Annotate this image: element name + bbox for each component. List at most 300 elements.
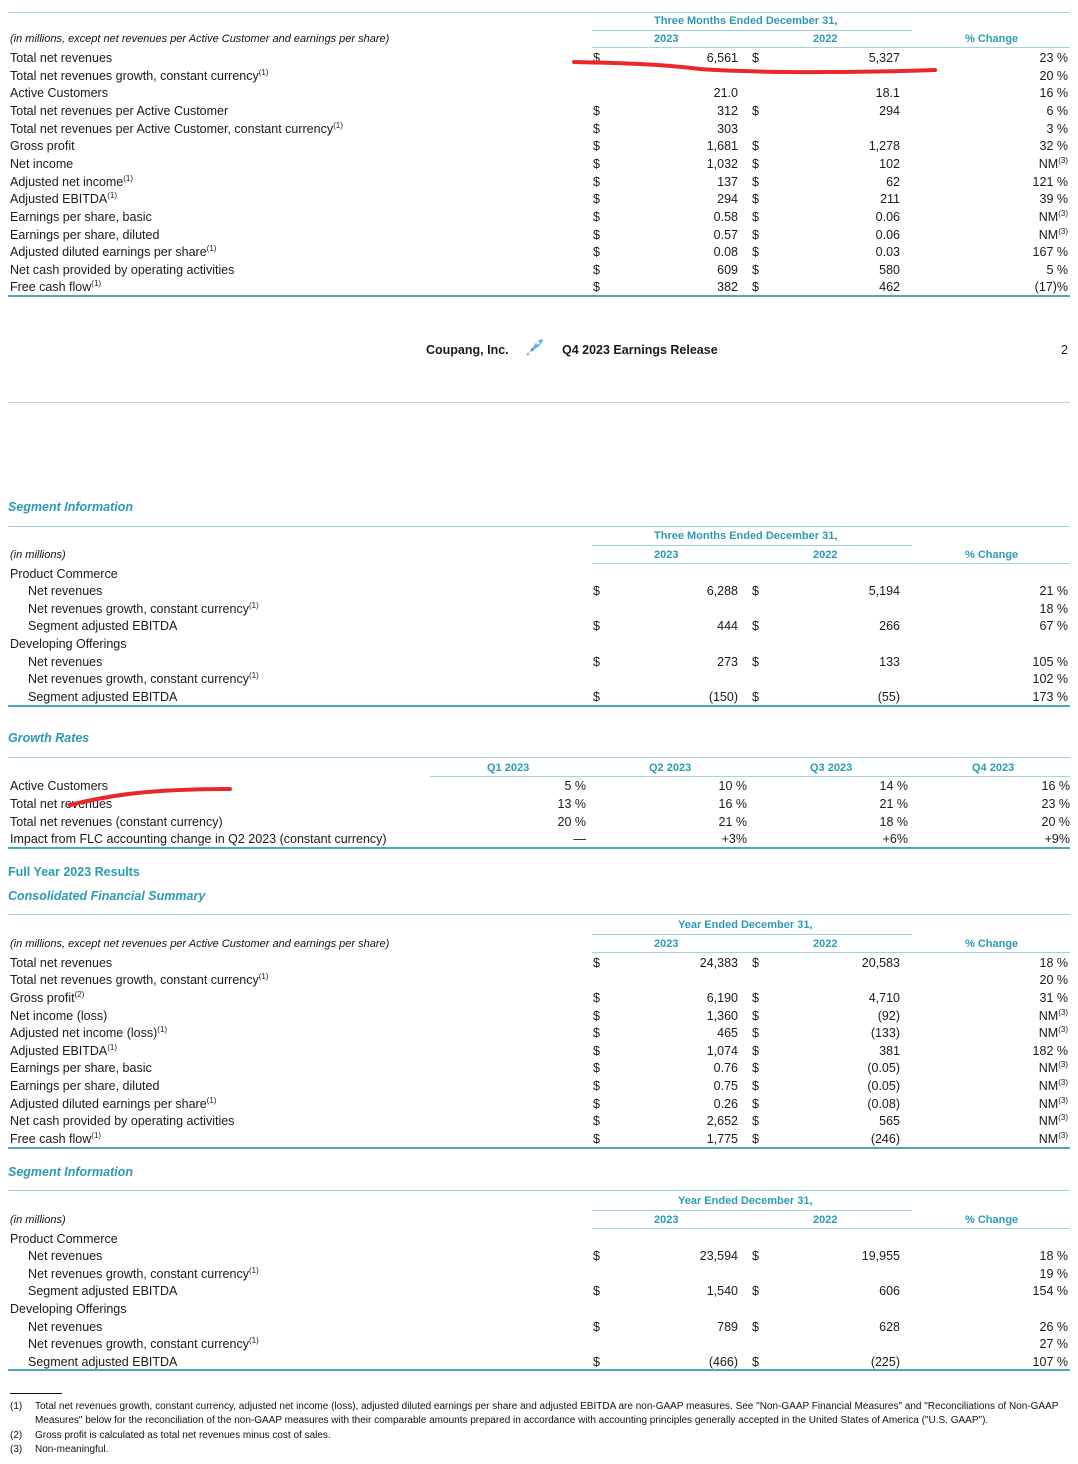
currency-2022: $ — [752, 956, 759, 970]
value-2023: 1,074 — [706, 1044, 738, 1058]
row-label-text: Free cash flow — [10, 280, 92, 294]
row-label — [10, 1007, 107, 1025]
value-2022: (92) — [877, 1009, 900, 1023]
value-2022: 19,955 — [861, 1249, 900, 1263]
row-label — [10, 102, 228, 120]
row-label-text: Gross profit — [10, 139, 75, 153]
currency-2022: $ — [752, 280, 759, 294]
footnote-1-text: Total net revenues growth, constant currency, adjusted net income (loss), adjusted diluted earnings per share and adjusted EBITDA are non-GAAP measures. See "Non-GAAP Financial Measures" and "Reconciliations of Non-GAAP Measures" below for the reconciliation of the non-GAAP measures with their comparable amounts prepared in accordance with accounting principles generally accepted in the United States of America ("U.S. GAAP"). — [35, 1401, 1059, 1426]
currency-2023: $ — [593, 51, 600, 65]
currency-2022: $ — [752, 210, 759, 224]
row-label — [10, 635, 127, 653]
value-2022: 266 — [879, 619, 900, 633]
percent-change-value: 21 % — [1039, 584, 1068, 598]
percent-change — [1040, 49, 1069, 67]
footnote-3-number: (3) — [10, 1444, 23, 1455]
currency-2022: $ — [752, 263, 759, 277]
currency-2023: $ — [593, 1249, 600, 1263]
growth-col-q1: Q1 2023 — [487, 762, 530, 774]
table-row — [0, 1335, 1078, 1353]
percent-change-value: 20 % — [1039, 69, 1068, 83]
table-row — [0, 208, 1078, 226]
currency-2023: $ — [593, 1009, 600, 1023]
seg-fy-period-header: Year Ended December 31, — [678, 1195, 813, 1207]
percent-change-value: 173 % — [1032, 690, 1068, 704]
table-row — [0, 226, 1078, 244]
row-label-text: Net revenues — [28, 1320, 103, 1334]
row-label — [10, 84, 108, 102]
table-row — [0, 190, 1078, 208]
currency-2022: $ — [752, 619, 759, 633]
footnote-ref: (1) — [206, 243, 217, 253]
table-row — [0, 565, 1078, 583]
currency-2023: $ — [593, 280, 600, 294]
percent-change — [1039, 1059, 1068, 1077]
fy-top-rule — [8, 914, 1070, 915]
value-2022: 4,710 — [868, 991, 900, 1005]
seg-fy-col-change: % Change — [965, 1214, 1019, 1226]
footnote-ref: (1) — [248, 1265, 259, 1275]
row-label: Total net revenues (constant currency) — [10, 815, 223, 829]
seg-q4-title: Segment Information — [8, 500, 134, 514]
footnote-ref: (1) — [91, 278, 102, 288]
percent-change-value: 20 % — [1039, 973, 1068, 987]
table-row — [0, 1318, 1078, 1336]
percent-change-value: 121 % — [1032, 175, 1068, 189]
value-2023: 465 — [717, 1026, 738, 1040]
table-row — [0, 120, 1078, 138]
row-label-text: Adjusted EBITDA — [10, 192, 108, 206]
percent-change-value: NM — [1038, 157, 1059, 171]
table-row — [0, 830, 1078, 848]
value-2022: 565 — [879, 1114, 900, 1128]
growth-value-q3-2023: 14 % — [879, 779, 908, 793]
value-2022: 628 — [879, 1320, 900, 1334]
footnote-ref: (1) — [123, 173, 134, 183]
row-label — [10, 243, 216, 261]
currency-2023: $ — [593, 192, 600, 206]
seg-q4-header-rule — [592, 563, 1070, 564]
value-2022: 5,194 — [868, 584, 900, 598]
currency-2022: $ — [752, 1044, 759, 1058]
footnote-ref: (3) — [1058, 226, 1068, 236]
row-label — [10, 1130, 101, 1148]
value-2023: 312 — [717, 104, 738, 118]
percent-change — [1046, 102, 1068, 120]
row-label-text: Net revenues — [28, 1249, 103, 1263]
percent-change — [1039, 1007, 1068, 1025]
percent-change-value: NM — [1038, 1079, 1059, 1093]
growth-col-q2: Q2 2023 — [649, 762, 692, 774]
seg-fy-title: Segment Information — [8, 1165, 134, 1179]
row-label: Total net revenues — [10, 797, 113, 811]
row-label — [28, 1335, 259, 1353]
percent-change-value: 107 % — [1032, 1355, 1068, 1369]
table-row — [0, 989, 1078, 1007]
percent-change-value: 39 % — [1039, 192, 1068, 206]
percent-change-value: 167 % — [1032, 245, 1068, 259]
row-label — [10, 1024, 167, 1042]
row-label-text: Adjusted EBITDA — [10, 1044, 108, 1058]
table-row — [0, 155, 1078, 173]
value-2023: 1,032 — [706, 157, 738, 171]
footnote-ref: (1) — [157, 1024, 168, 1034]
row-label-text: Earnings per share, diluted — [10, 228, 160, 242]
percent-change — [1039, 1095, 1068, 1113]
value-2022: 462 — [879, 280, 900, 294]
value-2023: (150) — [708, 690, 738, 704]
row-label — [10, 173, 133, 191]
currency-2023: $ — [593, 104, 600, 118]
row-label — [10, 1300, 127, 1318]
footnote-ref: (1) — [258, 971, 269, 981]
value-2023: 294 — [717, 192, 738, 206]
value-2023: 2,652 — [706, 1114, 738, 1128]
row-label — [28, 670, 259, 688]
currency-2023: $ — [593, 122, 600, 136]
currency-2022: $ — [752, 1026, 759, 1040]
value-2022: (133) — [870, 1026, 900, 1040]
value-2022: 0.06 — [875, 210, 900, 224]
table-row — [0, 1112, 1078, 1130]
value-2022: 211 — [880, 192, 900, 206]
footnote-ref: (3) — [1058, 1112, 1068, 1122]
row-label-text: Total net revenues per Active Customer — [10, 104, 229, 118]
percent-change-value: 3 % — [1046, 122, 1068, 136]
table-row — [0, 1077, 1078, 1095]
row-label-text: Net revenues growth, constant currency — [28, 672, 249, 686]
currency-2022: $ — [752, 104, 759, 118]
row-label-text: Product Commerce — [10, 567, 118, 581]
currency-2022: $ — [752, 1249, 759, 1263]
seg-fy-col-2022: 2022 — [813, 1214, 838, 1226]
currency-2023: $ — [593, 1320, 600, 1334]
growth-value-q2-2023: 10 % — [718, 779, 747, 793]
q4-top-rule — [8, 12, 1070, 13]
currency-2023: $ — [593, 210, 600, 224]
row-label-text: Developing Offerings — [10, 637, 127, 651]
row-label — [10, 208, 152, 226]
percent-change-value: 23 % — [1039, 51, 1068, 65]
currency-2023: $ — [593, 655, 600, 669]
footnote-ref: (3) — [1058, 208, 1068, 218]
row-label-text: Gross profit — [10, 991, 75, 1005]
fy-period-header: Year Ended December 31, — [678, 919, 813, 931]
q4-col-change: % Change — [965, 33, 1019, 45]
currency-2022: $ — [752, 584, 759, 598]
value-2022: (246) — [870, 1132, 900, 1146]
row-label — [10, 1095, 216, 1113]
row-label — [10, 261, 234, 279]
footnote-ref: (2) — [74, 989, 85, 999]
percent-change — [1040, 1265, 1069, 1283]
currency-2023: $ — [593, 157, 600, 171]
currency-2023: $ — [593, 1132, 600, 1146]
seg-q4-period-rule — [592, 545, 912, 546]
value-2023: 6,561 — [706, 51, 738, 65]
seg-fy-bottom-rule — [8, 1369, 1070, 1371]
row-label: Active Customers — [10, 779, 108, 793]
currency-2022: $ — [752, 1114, 759, 1128]
percent-change-value: NM — [1038, 1026, 1059, 1040]
footer-page-number: 2 — [1061, 343, 1068, 357]
percent-change-value: 18 % — [1039, 1249, 1068, 1263]
percent-change — [1040, 971, 1069, 989]
row-label — [10, 989, 84, 1007]
row-label-text: Total net revenues per Active Customer, constant currency — [10, 122, 334, 136]
percent-change — [1040, 600, 1069, 618]
value-2023: 6,288 — [706, 584, 738, 598]
value-2023: 273 — [717, 655, 738, 669]
percent-change — [1040, 954, 1069, 972]
percent-change-value: NM — [1038, 1114, 1059, 1128]
seg-q4-subtitle: (in millions) — [10, 549, 66, 561]
currency-2023: $ — [593, 1079, 600, 1093]
row-label — [10, 155, 73, 173]
value-2022: 381 — [879, 1044, 900, 1058]
fy-col-2022: 2022 — [813, 938, 838, 950]
currency-2022: $ — [752, 175, 759, 189]
value-2022: (0.05) — [867, 1061, 900, 1075]
table-row — [0, 795, 1078, 813]
value-2023: 0.75 — [713, 1079, 738, 1093]
fy-title: Full Year 2023 Results — [8, 865, 140, 879]
footnote-ref: (3) — [1058, 1007, 1068, 1017]
percent-change — [1040, 84, 1069, 102]
percent-change-value: 102 % — [1032, 672, 1068, 686]
row-label-text: Total net revenues — [10, 51, 113, 65]
value-2022: (0.08) — [867, 1097, 900, 1111]
footnote-ref: (1) — [248, 600, 259, 610]
footnote-ref: (3) — [1058, 1095, 1068, 1105]
percent-change — [1040, 1318, 1069, 1336]
currency-2023: $ — [593, 690, 600, 704]
growth-value-q4-2023: 23 % — [1041, 797, 1070, 811]
row-label — [28, 688, 177, 706]
row-label-text: Segment adjusted EBITDA — [28, 1355, 178, 1369]
table-row — [0, 261, 1078, 279]
table-row — [0, 1282, 1078, 1300]
currency-2023: $ — [593, 1097, 600, 1111]
row-label-text: Total net revenues growth, constant currency — [10, 973, 259, 987]
seg-fy-subtitle: (in millions) — [10, 1214, 66, 1226]
growth-value-q1-2023: 20 % — [557, 815, 586, 829]
row-label — [28, 582, 102, 600]
percent-change — [1040, 137, 1069, 155]
currency-2023: $ — [593, 956, 600, 970]
growth-value-q2-2023: +3% — [721, 832, 747, 846]
growth-value-q1-2023: 5 % — [564, 779, 586, 793]
table-row — [0, 1059, 1078, 1077]
table-row — [0, 582, 1078, 600]
percent-change-value: 5 % — [1046, 263, 1068, 277]
seg-q4-top-rule — [8, 526, 1070, 527]
row-label — [10, 1230, 118, 1248]
row-label-text: Total net revenues growth, constant currency — [10, 69, 259, 83]
value-2023: 24,383 — [699, 956, 738, 970]
footnote-ref: (1) — [206, 1095, 217, 1105]
percent-change — [1046, 120, 1068, 138]
row-label: Impact from FLC accounting change in Q2 2023 (constant currency) — [10, 832, 387, 846]
percent-change-value: 105 % — [1032, 655, 1068, 669]
currency-2022: $ — [752, 1355, 759, 1369]
seg-q4-col-change: % Change — [965, 549, 1019, 561]
row-label — [10, 1077, 159, 1095]
percent-change — [1040, 1247, 1069, 1265]
percent-change-value: NM — [1038, 1132, 1059, 1146]
table-row — [0, 173, 1078, 191]
row-label-text: Free cash flow — [10, 1132, 92, 1146]
row-label-text: Active Customers — [10, 86, 108, 100]
currency-2022: $ — [752, 1061, 759, 1075]
seg-fy-top-rule — [8, 1190, 1070, 1191]
table-row — [0, 1247, 1078, 1265]
q4-period-rule — [592, 30, 912, 31]
currency-2023: $ — [593, 1284, 600, 1298]
footnote-2-text: Gross profit is calculated as total net revenues minus cost of sales. — [35, 1430, 331, 1441]
row-label-text: Net revenues growth, constant currency — [28, 1337, 249, 1351]
percent-change — [1033, 670, 1068, 688]
growth-title: Growth Rates — [8, 731, 90, 745]
value-2023: 1,540 — [706, 1284, 738, 1298]
value-2022: 606 — [879, 1284, 900, 1298]
row-label — [28, 1247, 102, 1265]
currency-2023: $ — [593, 175, 600, 189]
value-2022: 294 — [879, 104, 900, 118]
row-label-text: Adjusted net income — [10, 175, 124, 189]
percent-change — [1033, 243, 1068, 261]
currency-2023: $ — [593, 1044, 600, 1058]
seg-q4-col-2023: 2023 — [654, 549, 679, 561]
row-label-text: Net revenues — [28, 584, 103, 598]
percent-change-value: 67 % — [1039, 619, 1068, 633]
currency-2022: $ — [752, 655, 759, 669]
row-label — [10, 226, 159, 244]
value-2022: (0.05) — [867, 1079, 900, 1093]
percent-change — [1035, 278, 1068, 296]
footnote-ref: (3) — [1058, 1059, 1068, 1069]
footnote-separator — [10, 1393, 62, 1394]
percent-change — [1033, 173, 1068, 191]
row-label-text: Adjusted diluted earnings per share — [10, 1097, 207, 1111]
growth-value-q4-2023: 20 % — [1041, 815, 1070, 829]
value-2022: 0.03 — [875, 245, 900, 259]
row-label-text: Earnings per share, basic — [10, 210, 152, 224]
rocket-icon — [526, 338, 544, 361]
currency-2022: $ — [752, 51, 759, 65]
seg-fy-header-rule — [592, 1228, 1070, 1229]
row-label — [28, 600, 259, 618]
fy-bottom-rule — [8, 1147, 1070, 1149]
table-row — [0, 49, 1078, 67]
currency-2023: $ — [593, 263, 600, 277]
fy-header-rule — [592, 952, 1070, 953]
q4-header-rule — [592, 47, 1070, 48]
value-2023: 382 — [717, 280, 738, 294]
row-label — [10, 120, 343, 138]
seg-q4-period-header: Three Months Ended December 31, — [654, 530, 838, 542]
table-row — [0, 1300, 1078, 1318]
seg-q4-col-2022: 2022 — [813, 549, 838, 561]
footnote-ref: (1) — [248, 1335, 259, 1345]
value-2023: 609 — [717, 263, 738, 277]
value-2023: 0.26 — [713, 1097, 738, 1111]
footnote-ref: (3) — [1058, 1077, 1068, 1087]
value-2022: 5,327 — [868, 51, 900, 65]
percent-change-value: 18 % — [1039, 602, 1068, 616]
row-label — [10, 137, 75, 155]
page-break-rule — [8, 402, 1070, 403]
row-label-text: Net income — [10, 157, 74, 171]
value-2022: 62 — [886, 175, 900, 189]
percent-change-value: NM — [1038, 228, 1059, 242]
percent-change — [1033, 688, 1068, 706]
value-2023: (466) — [708, 1355, 738, 1369]
currency-2022: $ — [752, 139, 759, 153]
value-2022: (225) — [870, 1355, 900, 1369]
row-label — [28, 1265, 259, 1283]
growth-col-q3: Q3 2023 — [810, 762, 853, 774]
footnote-ref: (1) — [91, 1130, 102, 1140]
row-label — [10, 565, 118, 583]
row-label — [10, 67, 269, 85]
percent-change — [1040, 1335, 1069, 1353]
percent-change — [1040, 67, 1069, 85]
value-2023: 6,190 — [706, 991, 738, 1005]
currency-2023: $ — [593, 1061, 600, 1075]
row-label-text: Segment adjusted EBITDA — [28, 619, 178, 633]
row-label-text: Adjusted diluted earnings per share — [10, 245, 207, 259]
footnote-3-text: Non-meaningful. — [35, 1444, 109, 1455]
table-row — [0, 137, 1078, 155]
value-2022: 102 — [879, 157, 900, 171]
fy-section-subtitle: Consolidated Financial Summary — [8, 889, 206, 903]
percent-change — [1039, 1024, 1068, 1042]
table-row — [0, 243, 1078, 261]
percent-change — [1040, 190, 1069, 208]
currency-2023: $ — [593, 584, 600, 598]
percent-change-value: 32 % — [1039, 139, 1068, 153]
value-2022: 1,278 — [868, 139, 900, 153]
footnote-ref: (3) — [1058, 1130, 1068, 1140]
percent-change — [1046, 261, 1068, 279]
percent-change — [1033, 653, 1068, 671]
percent-change — [1039, 1130, 1068, 1148]
percent-change-value: 16 % — [1039, 86, 1068, 100]
value-2023: 444 — [717, 619, 738, 633]
row-label — [10, 1059, 152, 1077]
footnote-ref: (1) — [258, 67, 269, 77]
percent-change — [1040, 617, 1069, 635]
currency-2023: $ — [593, 228, 600, 242]
percent-change — [1039, 208, 1068, 226]
footnote-ref: (1) — [333, 120, 343, 130]
growth-value-q1-2023: — — [573, 832, 586, 846]
footnote-ref: (1) — [107, 190, 118, 200]
row-label-text: Segment adjusted EBITDA — [28, 690, 178, 704]
footnote-1-number: (1) — [10, 1401, 23, 1412]
q4-col-2022: 2022 — [813, 33, 838, 45]
value-2023: 23,594 — [699, 1249, 738, 1263]
currency-2022: $ — [752, 1132, 759, 1146]
percent-change-value: (17)% — [1034, 280, 1068, 294]
seg-q4-bottom-rule — [8, 705, 1070, 707]
row-label — [10, 278, 101, 296]
table-row — [0, 1042, 1078, 1060]
row-label-text: Earnings per share, diluted — [10, 1079, 160, 1093]
currency-2023: $ — [593, 1114, 600, 1128]
growth-bottom-rule — [8, 847, 1070, 849]
